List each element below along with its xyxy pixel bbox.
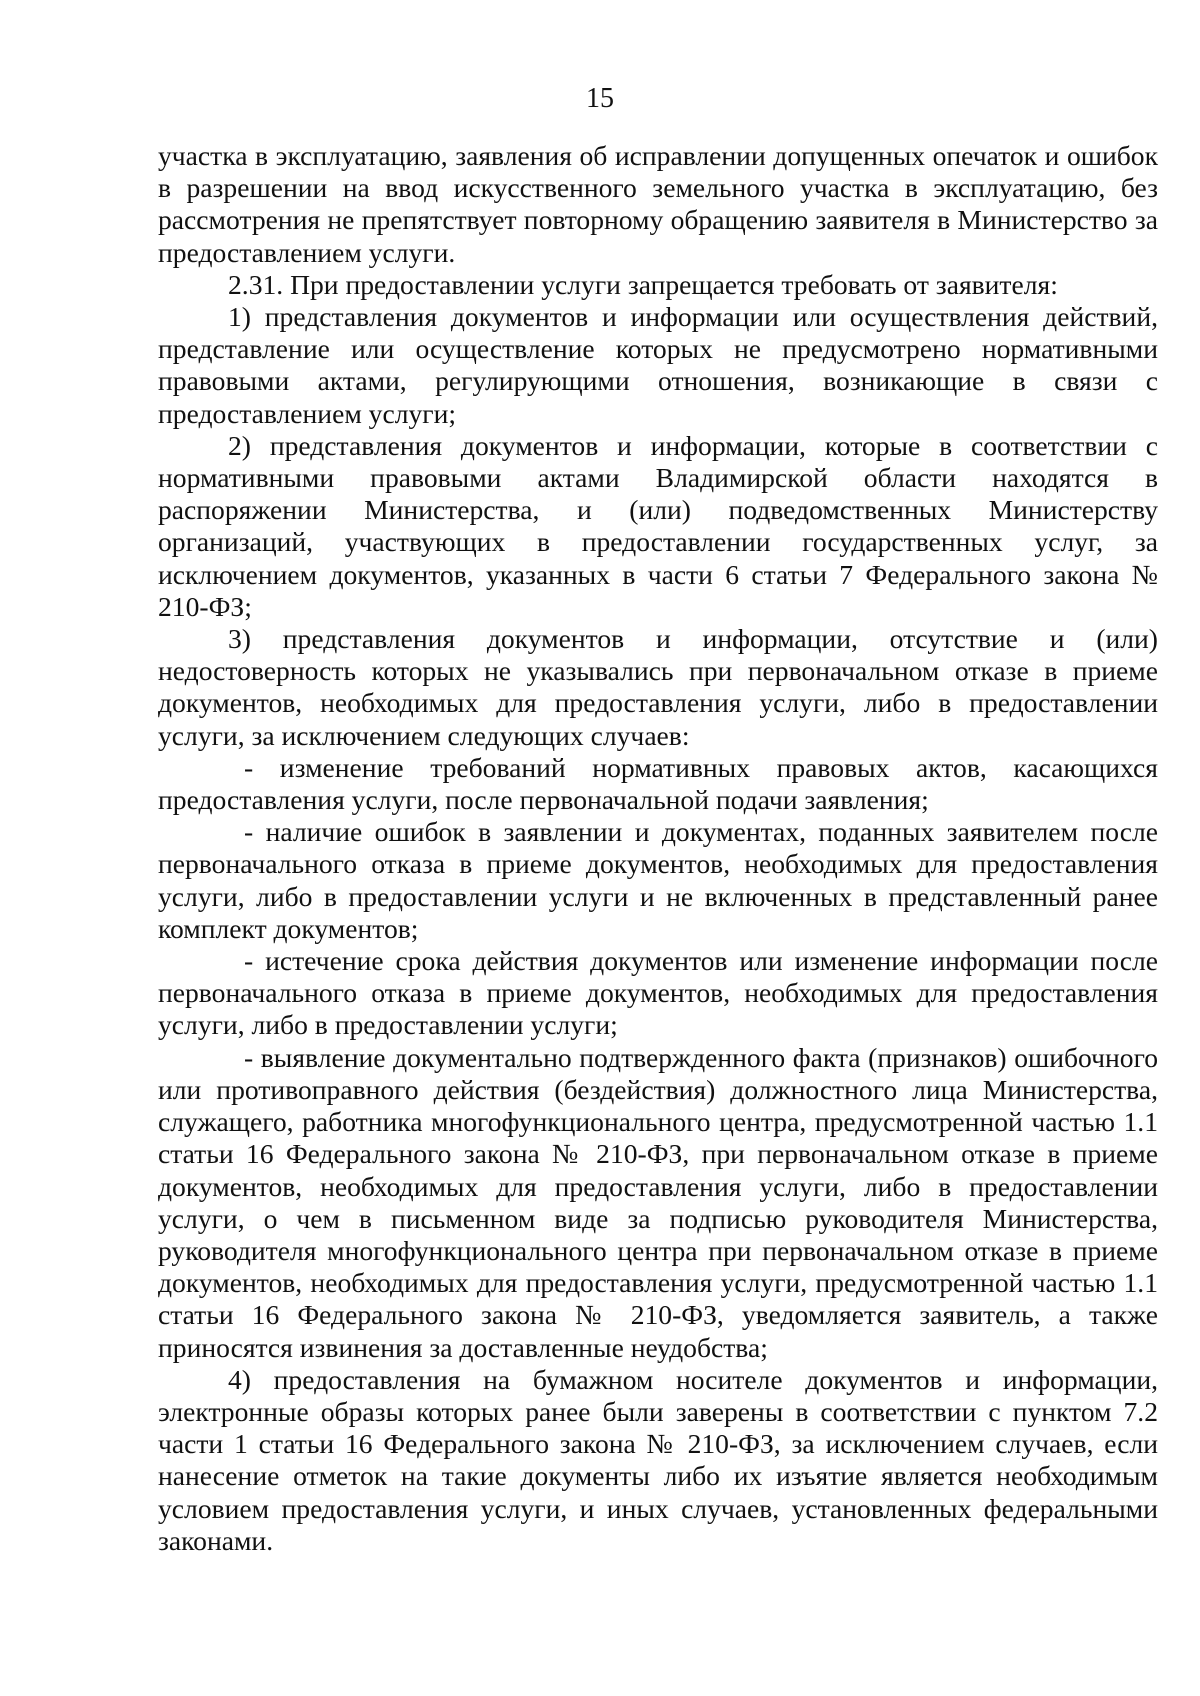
list-item-4: 4) предоставления на бумажном носителе документов и информации, электронные образы которых ранее были заверены в соответствии с пунктом 7.2 части 1 статьи 16 Федерального закона № 210-ФЗ, за исключением случаев, если нанесение отметок на такие документы либо их изъятие является необходимым условием предоставления услуги, и иных случаев, установленных федеральными законами. (158, 1363, 1158, 1556)
dash-item-expiration: - истечение срока действия документов или изменение информации после первоначального отказа в приеме документов, необходимых для предоставления услуги, либо в предоставлении услуги; (158, 945, 1158, 1041)
dash-item-detection: - выявление документально подтвержденного факта (признаков) ошибочного или противоправного действия (бездействия) должностного лица Министерства, служащего, работника многофункционального центра, предусмотренной частью 1.1 статьи 16 Федерального закона № 210-ФЗ, при первоначальном отказе в приеме документов, необходимых для предоставления услуги, либо в предоставлении услуги, о чем в письменном виде за подписью руководителя Министерства, руководителя многофункционального центра при первоначальном отказе в приеме документов, необходимых для предоставления услуги, предусмотренной частью 1.1 статьи 16 Федерального закона № 210-ФЗ, уведомляется заявитель, а также приносятся извинения за доставленные неудобства; (158, 1041, 1158, 1363)
paragraph-continuation: участка в эксплуатацию, заявления об исправлении допущенных опечаток и ошибок в разрешении на ввод искусственного земельного участка в эксплуатацию, без рассмотрения не препятствует повторному обращению заявителя в Министерство за предоставлением услуги. (158, 140, 1158, 268)
dash-item-errors: - наличие ошибок в заявлении и документах, поданных заявителем после первоначального отказа в приеме документов, необходимых для предоставления услуги, либо в предоставлении услуги и не включенных в представленный ранее комплект документов; (158, 816, 1158, 944)
list-item-1: 1) представления документов и информации или осуществления действий, представление или осуществление которых не предусмотрено нормативными правовыми актами, регулирующими отношения, возникающие в связи с предоставлением услуги; (158, 301, 1158, 429)
paragraph-2-31: 2.31. При предоставлении услуги запрещается требовать от заявителя: (228, 268, 1058, 300)
dash-item-requirements-change: - изменение требований нормативных правовых актов, касающихся предоставления услуги, после первоначальной подачи заявления; (158, 751, 1158, 816)
document-body (158, 140, 1158, 1557)
list-item-2: 2) представления документов и информации, которые в соответствии с нормативными правовыми актами Владимирской области находятся в распоряжении Министерства, и (или) подведомственных Министерству организаций, участвующих в предоставлении государственных услуг, за исключением документов, указанных в части 6 статьи 7 Федерального закона № 210-ФЗ; (158, 429, 1158, 622)
list-item-3: 3) представления документов и информации, отсутствие и (или) недостоверность которых не указывались при первоначальном отказе в приеме документов, необходимых для предоставления услуги, либо в предоставлении услуги, за исключением следующих случаев: (158, 623, 1158, 751)
page-number: 15 (586, 83, 614, 114)
